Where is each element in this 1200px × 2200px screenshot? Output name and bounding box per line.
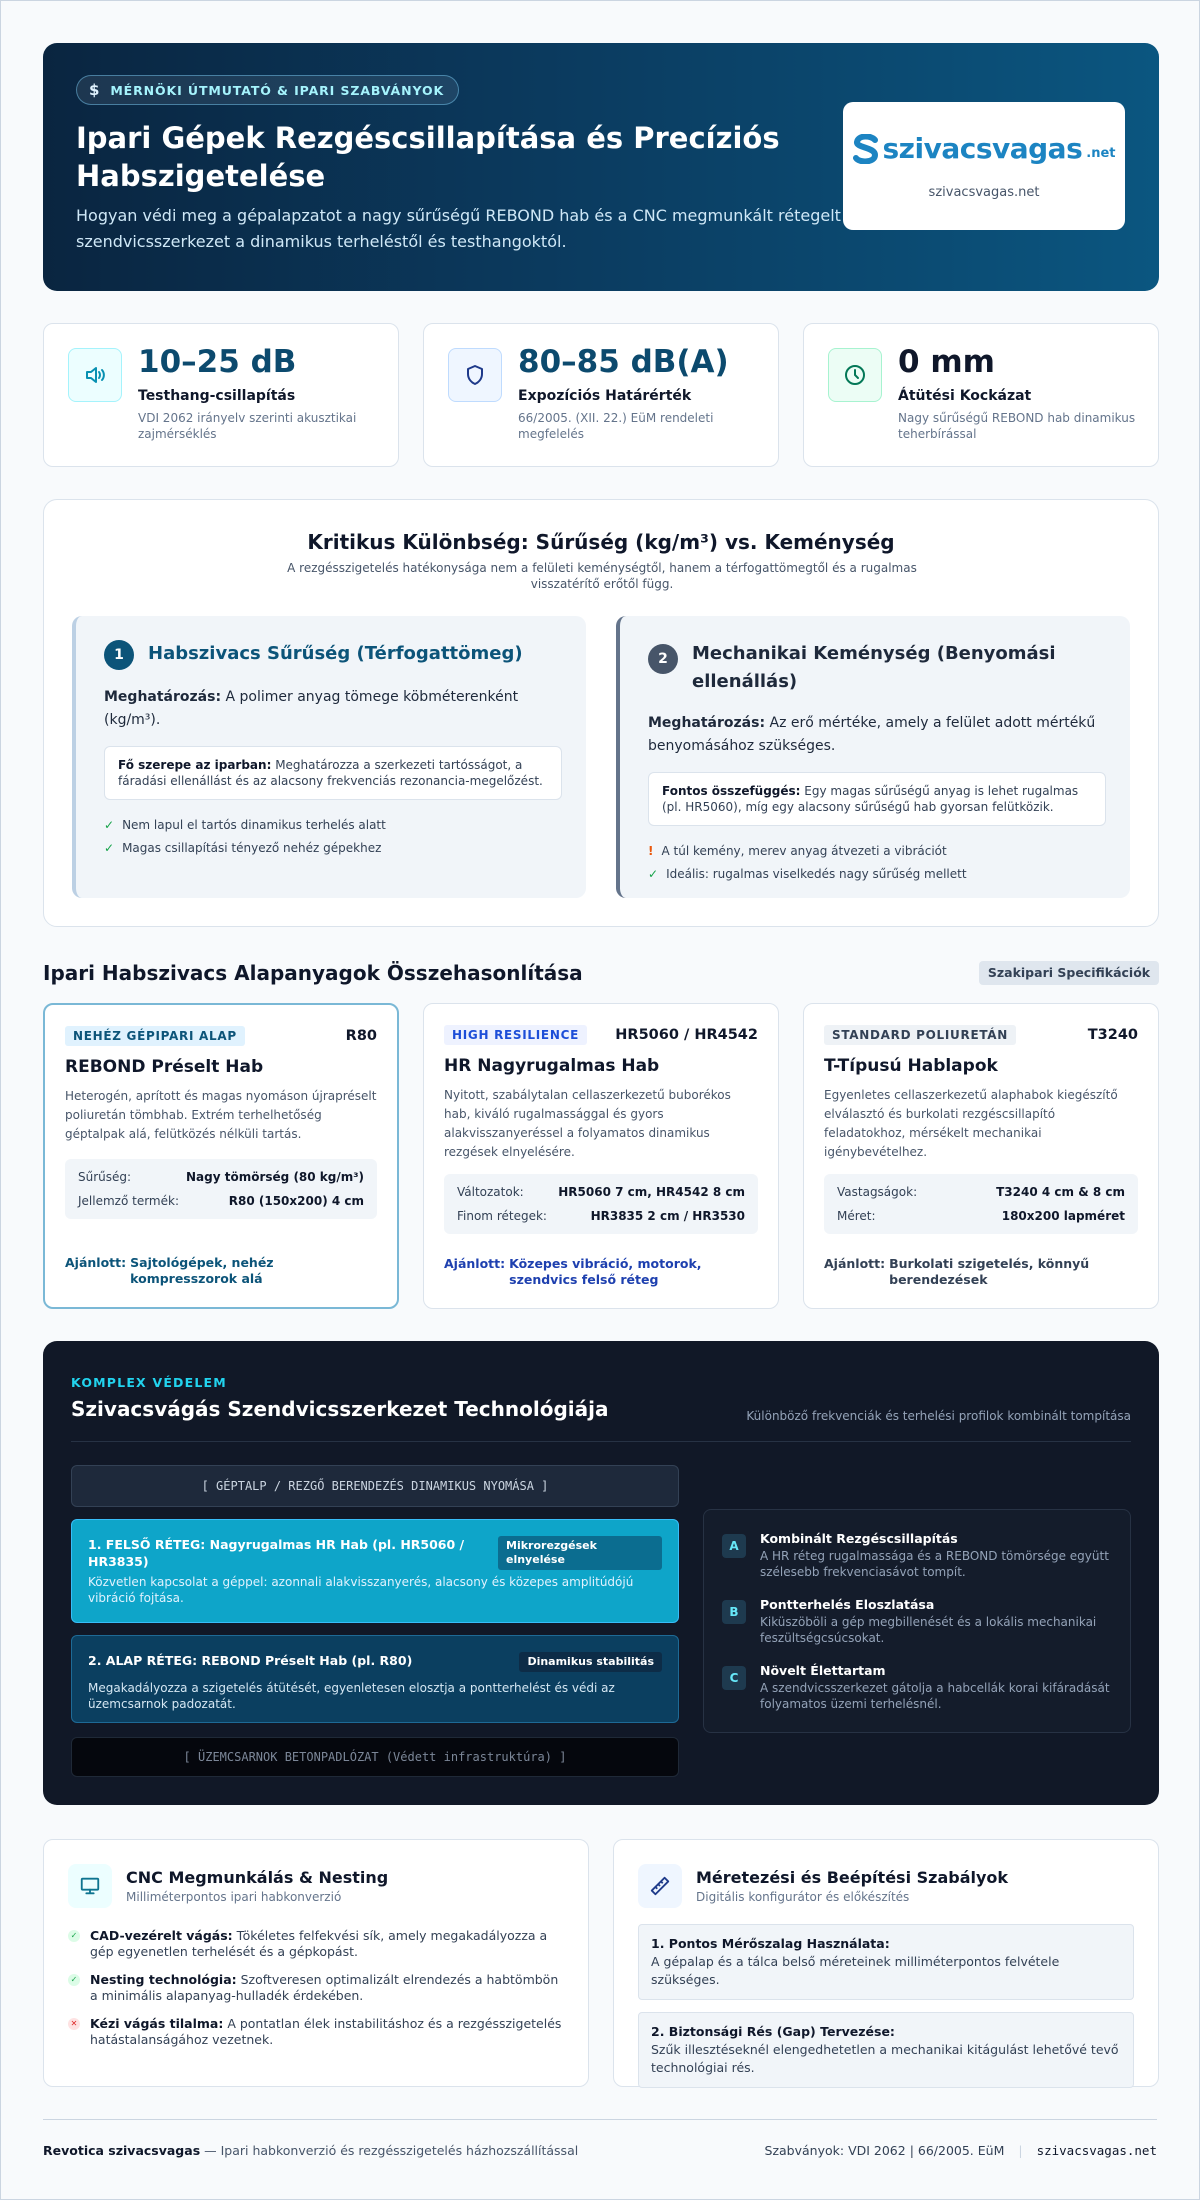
feature-list [703, 1509, 1131, 1733]
density-vs-hardness-section [43, 499, 1159, 927]
check-icon: ✓ [68, 1974, 80, 1986]
stat-label: Testhang-csillapítás [138, 388, 296, 404]
stat-description: Nagy sűrűségű REBOND hab dinamikus teherbírással [898, 411, 1136, 441]
material-tag: NEHÉZ GÉPIPARI ALAP [65, 1026, 245, 1046]
material-name: HR Nagyrugalmas Hab [444, 1056, 660, 1076]
section-eyebrow: KOMPLEX VÉDELEM [71, 1375, 227, 1390]
stat-description: 66/2005. (XII. 22.) EüM rendeleti megfelelés [518, 411, 714, 441]
concrete-floor-layer: [ ÜZEMCSARNOK BETONPADLÓZAT (Védett infrastruktúra) ] [71, 1737, 679, 1777]
materials-tag: Szakipari Specifikációk [979, 961, 1159, 985]
brand-logo [853, 132, 1116, 165]
category-badge [76, 75, 459, 105]
recommendation: Ajánlott: Közepes vibráció, motorok, szendvics felső réteg [444, 1256, 702, 1287]
stat-card-exposure [423, 323, 779, 467]
list-item: ✓ CAD-vezérelt vágás: Tökéletes felfekvési sík, amely megakadályozza a gép egyenetlen terhelését és a gépkopást. [68, 1928, 564, 1960]
spec-table: Változatok: HR5060 7 cm, HR4542 8 cm Finom rétegek: HR3835 2 cm / HR3530 [444, 1174, 758, 1234]
footer-domain-link[interactable]: szivacsvagas.net [1036, 2143, 1157, 2158]
column-title: Mechanikai Keménység (Benyomási ellenállás) [692, 643, 1056, 692]
material-code: HR5060 / HR4542 [615, 1027, 758, 1043]
stat-value: 80–85 dB(A) [518, 344, 729, 380]
divider [71, 1441, 1131, 1442]
spec-table: Vastagságok: T3240 4 cm & 8 cm Méret: 180x200 lapméret [824, 1174, 1138, 1234]
benefit-list [648, 840, 1106, 886]
hero-banner [43, 43, 1159, 291]
layer-badge: Dinamikus stabilitás [519, 1652, 662, 1672]
badge-label: MÉRNÖKI ÚTMUTATÓ & IPARI SZABVÁNYOK [110, 82, 445, 98]
density-column [72, 616, 586, 898]
materials-title: Ipari Habszivacs Alapanyagok Összehasonlítása [43, 961, 583, 985]
clock-icon [828, 348, 882, 402]
list-item: ✓ Nesting technológia: Szoftveresen optimalizált elrendezés a habtömbön a minimális alapanyag-hulladék érdekében. [68, 1972, 564, 2004]
ruler-icon [638, 1864, 682, 1908]
benefit-list [104, 814, 562, 860]
check-icon: ✓ [104, 841, 115, 855]
logo-card[interactable] [843, 102, 1125, 230]
material-card-t-type[interactable] [803, 1003, 1159, 1309]
material-name: REBOND Préselt Hab [65, 1057, 264, 1077]
section-title: Kritikus Különbség: Sűrűség (kg/m³) vs. Keménység [307, 530, 895, 554]
stat-value: 10–25 dB [138, 344, 297, 380]
material-card-hr[interactable] [423, 1003, 779, 1309]
material-description: Heterogén, aprított és magas nyomáson újrapréselt poliuretán tömbhab. Extrém terhelhetőség géptalpak alá, felütközés nélküli tartás. [65, 1089, 377, 1141]
sizing-card [613, 1839, 1159, 2087]
section-subtitle: A rezgésszigetelés hatékonysága nem a felületi keménységtől, hanem a térfogattömegtől és a rugalmas visszatérítő erőtől függ. [287, 561, 917, 591]
logo-text: szivacsvagas [882, 132, 1083, 165]
cnc-list [68, 1928, 564, 2048]
section-title: Szivacsvágás Szendvicsszerkezet Technológiája [71, 1397, 609, 1421]
step-number: 2 [648, 644, 678, 674]
layer-title: 2. ALAP RÉTEG: REBOND Préselt Hab (pl. R80) [88, 1653, 413, 1668]
stat-card-damping [43, 323, 399, 467]
list-item: ✕ Kézi vágás tilalma: A pontatlan élek instabilitáshoz és a rezgésszigetelés hatástalanságához vezetnek. [68, 2016, 564, 2048]
rebond-base-layer [71, 1635, 679, 1723]
layer-description: Megakadályozza a szigetelés átütését, egyenletesen elosztja a pontterhelést és védi az üzemcsarnok padozatát. [88, 1681, 615, 1711]
industry-note: Fő szerepe az iparban: Meghatározza a szerkezeti tartósságot, a fáradási ellenállást és az alacsony frekvenciás rezonancia-megelőzést. [104, 746, 562, 800]
material-card-rebond[interactable] [43, 1003, 399, 1309]
monitor-icon [68, 1864, 112, 1908]
check-icon: ✓ [648, 867, 659, 881]
sandwich-technology-section [43, 1341, 1159, 1805]
footer-divider [43, 2119, 1157, 2120]
list-item: ✓ Magas csillapítási tényező nehéz gépekhez [104, 837, 562, 860]
stat-card-risk [803, 323, 1159, 467]
hr-top-layer [71, 1519, 679, 1623]
check-icon: ✓ [68, 1930, 80, 1942]
page-title: Ipari Gépek Rezgéscsillapítása és Precíziós Habszigetelése [76, 121, 780, 193]
hero-lead-line-1: Hogyan védi meg a gépalapzatot a nagy sűrűségű REBOND hab és a CNC megmunkált rétegelt [76, 206, 841, 225]
material-name: T-Típusú Hablapok [824, 1056, 998, 1076]
rule-item: 2. Biztonsági Rés (Gap) Tervezése: Szűk illesztéseknél elengedhetetlen a mechanikai kitágulást lehetővé tevő technológiai rés. [638, 2012, 1134, 2088]
list-item: ✓ Nem lapul el tartós dinamikus terhelés alatt [104, 814, 562, 837]
rule-item: 1. Pontos Mérőszalag Használata: A gépalap és a tálca belső méreteinek milliméterpontos felvétele szükséges. [638, 1924, 1134, 2000]
spec-table: Sűrűség: Nagy tömörség (80 kg/m³) Jellemző termék: R80 (150x200) 4 cm [65, 1159, 377, 1219]
recommendation: Ajánlott: Sajtológépek, nehéz kompresszorok alá [65, 1255, 274, 1286]
material-tag: STANDARD POLIURETÁN [824, 1025, 1016, 1045]
layer-description: Közvetlen kapcsolat a géppel: azonnali alakvisszanyerés, alacsony és közepes amplitúdójú vibráció fojtása. [88, 1575, 634, 1605]
footer-meta: Szabványok: VDI 2062 | 66/2005. EüM | szivacsvagas.net [764, 2143, 1157, 2158]
feature-item: C Növelt Élettartam A szendvicsszerkezet gátolja a habcellák korai kifáradását folyamatos üzemi terhelésnél. [722, 1662, 1112, 1712]
card-subtitle: Milliméterpontos ipari habkonverzió [126, 1890, 342, 1904]
definition: Meghatározás: Az erő mértéke, amely a felület adott mértékű benyomásához szükséges. [648, 715, 1096, 754]
footer-brand: Revotica szivacsvagas — Ipari habkonverzió és rezgésszigetelés házhozszállítással [43, 2143, 579, 2158]
material-description: Nyitott, szabálytalan cellaszerkezetű buborékos hab, kiváló rugalmassággal és gyors alakvisszanyeréssel a folyamatos dinamikus rezgések elnyelésére. [444, 1088, 731, 1159]
hero-lead-line-2: szendvicsszerkezet a dinamikus terheléstől és testhangoktól. [76, 232, 567, 251]
layer-badge: Mikrorezgések elnyelése [498, 1536, 662, 1570]
shield-icon [448, 348, 502, 402]
relation-note: Fontos összefüggés: Egy magas sűrűségű anyag is lehet rugalmas (pl. HR5060), míg egy alacsony sűrűségű hab gyorsan felütközik. [648, 772, 1106, 826]
material-code: T3240 [1087, 1027, 1138, 1043]
material-description: Egyenletes cellaszerkezetű alaphabok kiegészítő elválasztó és burkolati rezgéscsillapító feladatokhoz, mérsékelt mechanikai igénybevételhez. [824, 1088, 1118, 1159]
cnc-card [43, 1839, 589, 2087]
material-code: R80 [345, 1028, 377, 1044]
stat-description: VDI 2062 irányelv szerinti akusztikai zajmérséklés [138, 411, 357, 441]
card-subtitle: Digitális konfigurátor és előkészítés [696, 1890, 910, 1904]
card-title: CNC Megmunkálás & Nesting [126, 1868, 389, 1887]
machine-load-layer: [ GÉPTALP / REZGŐ BERENDEZÉS DINAMIKUS NYOMÁSA ] [71, 1465, 679, 1507]
definition: Meghatározás: A polimer anyag tömege köbméterenként (kg/m³). [104, 689, 519, 728]
layer-title: 1. FELSŐ RÉTEG: Nagyrugalmas HR Hab (pl. HR5060 / HR3835) [88, 1537, 465, 1569]
feature-item: A Kombinált Rezgéscsillapítás A HR réteg rugalmassága és a REBOND tömörsége együtt szélesebb frekvenciasávot tompít. [722, 1530, 1112, 1580]
column-title: Habszivacs Sűrűség (Térfogattömeg) [148, 643, 523, 664]
stat-value: 0 mm [898, 344, 995, 380]
stat-label: Átütési Kockázat [898, 388, 1032, 404]
list-item: ✓ Ideális: rugalmas viselkedés nagy sűrűség mellett [648, 863, 1106, 886]
footer-standards: Szabványok: VDI 2062 | 66/2005. EüM [764, 2143, 1005, 2158]
recommendation: Ajánlott: Burkolati szigetelés, könnyű berendezések [824, 1256, 1090, 1287]
logo-url: szivacsvagas.net [928, 185, 1040, 200]
card-title: Méretezési és Beépítési Szabályok [696, 1868, 1009, 1887]
material-tag: HIGH RESILIENCE [444, 1025, 587, 1045]
feature-item: B Pontterhelés Eloszlatása Kiküszöböli a gép megbillenését és a lokális mechanikai feszültségcsúcsokat. [722, 1596, 1112, 1646]
dollar-icon: $ [89, 81, 101, 99]
cross-icon: ✕ [68, 2018, 80, 2030]
hardness-column [616, 616, 1130, 898]
logo-tld: .net [1086, 146, 1116, 161]
logo-s-icon [853, 134, 879, 164]
warning-icon: ! [648, 844, 654, 858]
step-number: 1 [104, 640, 134, 670]
hero-lead [76, 203, 896, 255]
stat-label: Expozíciós Határérték [518, 388, 692, 404]
speaker-icon [68, 348, 122, 402]
section-subtitle: Különböző frekvenciák és terhelési profilok kombinált tompítása [746, 1409, 1131, 1423]
check-icon: ✓ [104, 818, 115, 832]
list-item: ! A túl kemény, merev anyag átvezeti a vibrációt [648, 840, 1106, 863]
